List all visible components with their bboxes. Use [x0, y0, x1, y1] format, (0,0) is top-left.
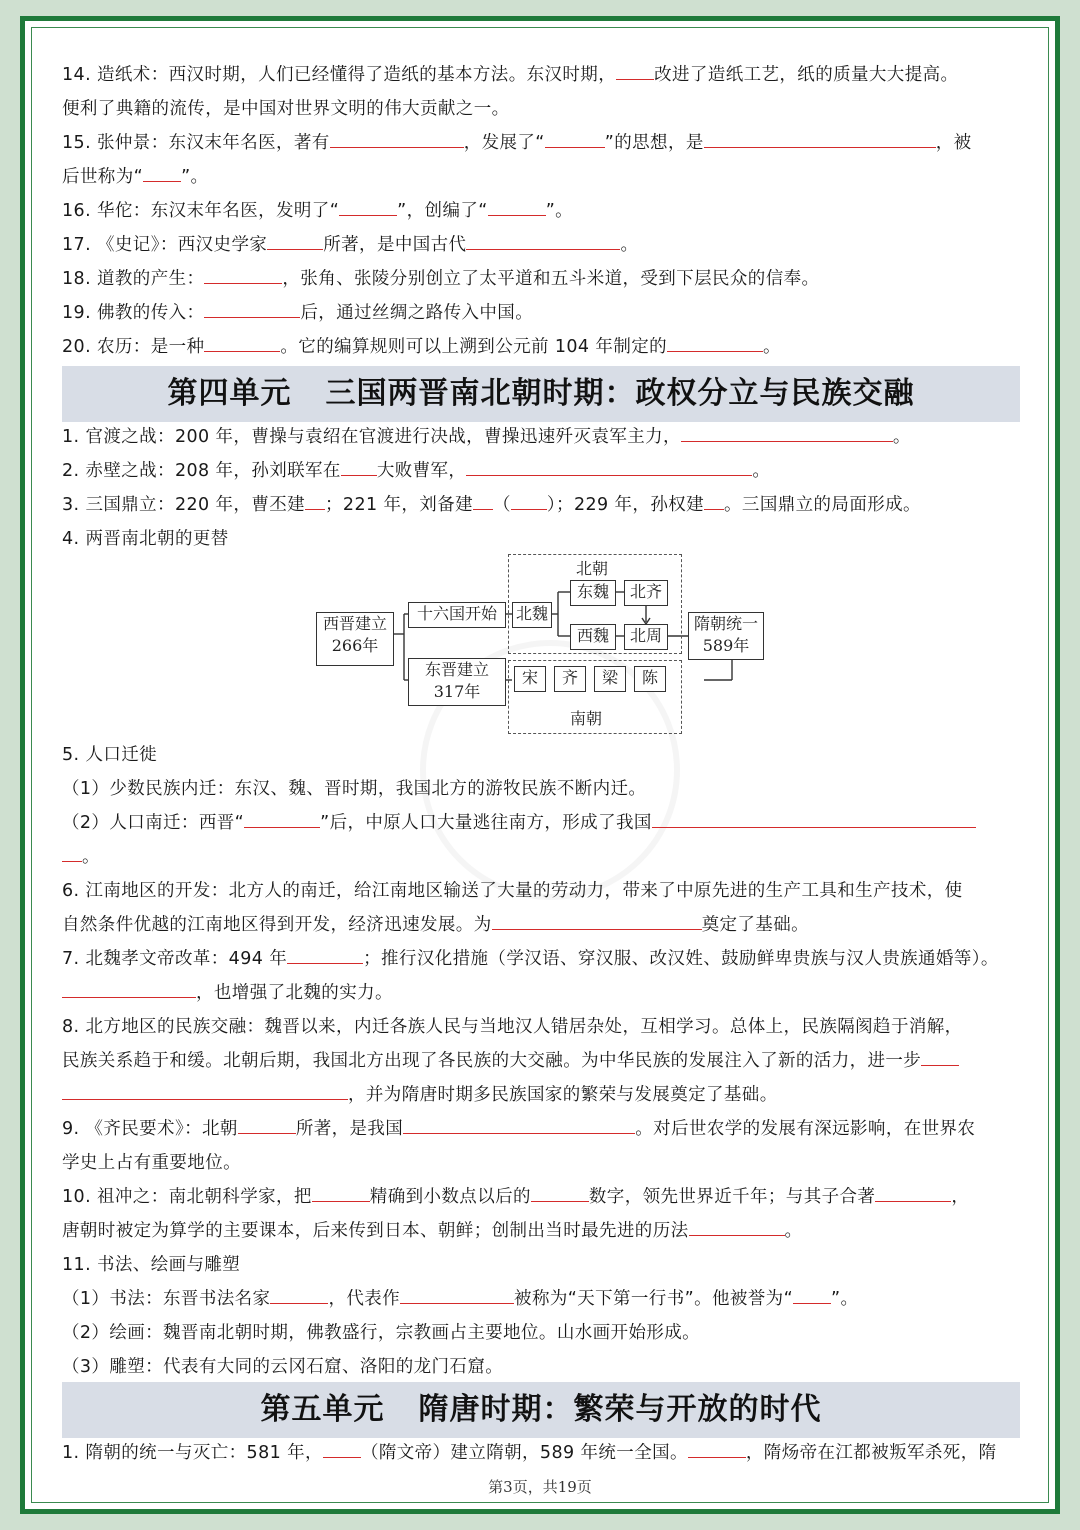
u4-item-11-2	[62, 1320, 1020, 1346]
text: 1. 官渡之战：200 年，曹操与袁绍在官渡进行决战，曹操迅速歼灭袁军主力，	[62, 427, 681, 447]
text: ，并为隋唐时期多民族国家的繁荣与发展奠定了基础。	[348, 1085, 778, 1105]
text: 大败曹军，	[376, 461, 467, 481]
text: ）；229 年，孙权建	[546, 495, 705, 515]
blank	[62, 1082, 348, 1100]
u4-item-10-line-1	[62, 1184, 1020, 1210]
u4-item-9-line-1	[62, 1116, 1020, 1142]
blank	[681, 424, 893, 442]
text: ，隋炀帝在江都被叛军杀死，隋	[745, 1443, 997, 1463]
text: 学史上占有重要地位。	[62, 1153, 241, 1173]
u4-item-8-line-3	[62, 1082, 1020, 1108]
box-northern-qi: 北齐	[624, 580, 668, 606]
text: 所著，是中国古代	[323, 235, 467, 255]
text: 16. 华佗：东汉末年名医，发明了“	[62, 201, 340, 221]
text: 精确到小数点以后的	[369, 1187, 531, 1207]
blank	[689, 1218, 785, 1236]
blank	[330, 130, 464, 148]
blank	[921, 1048, 959, 1066]
north-dynasties-label: 北朝	[576, 559, 609, 578]
text: ”。	[181, 167, 209, 187]
blank	[204, 266, 282, 284]
blank	[473, 492, 493, 510]
blank	[400, 1286, 514, 1304]
text: 西晋建立	[322, 614, 387, 633]
u4-item-11	[62, 1252, 1020, 1278]
u4-item-11-1	[62, 1286, 1020, 1312]
u4-item-4	[62, 526, 1020, 552]
dynasty-succession-diagram	[312, 554, 782, 744]
text: 改进了造纸工艺，纸的质量大大提高。	[654, 65, 959, 85]
blank	[287, 946, 363, 964]
text: ”的思想，是	[604, 133, 704, 153]
text: ，也增强了北魏的实力。	[196, 983, 393, 1003]
text: 。	[82, 847, 100, 867]
text: 数字，领先世界近千年；与其子合著	[588, 1187, 876, 1207]
text: 3. 三国鼎立：220 年，曹丕建	[62, 495, 306, 515]
text: 隋朝统一	[693, 614, 758, 633]
text: 。	[763, 337, 781, 357]
u4-item-8-line-1	[62, 1014, 1020, 1040]
u4-item-3	[62, 492, 1020, 518]
item-20	[62, 334, 1020, 360]
box-northern-wei: 北魏	[512, 602, 552, 628]
blank	[339, 198, 397, 216]
blank	[704, 492, 724, 510]
text: 。对后世农学的发展有深远影响，在世界农	[635, 1119, 976, 1139]
text: 14. 造纸术：西汉时期，人们已经懂得了造纸的基本方法。东汉时期，	[62, 65, 617, 85]
u4-item-5	[62, 742, 1020, 768]
text: 。	[620, 235, 639, 255]
u4-item-5-2	[62, 810, 1020, 836]
box-eastern-jin	[408, 658, 506, 706]
unit-5-banner	[62, 1382, 1020, 1438]
unit-5-number: 第五单元	[260, 1392, 385, 1427]
box-northern-zhou: 北周	[624, 624, 668, 650]
text: 2. 赤壁之战：208 年，孙刘联军在	[62, 461, 341, 481]
blank	[267, 232, 323, 250]
unit-4-title: 三国两晋南北朝时期：政权分立与民族交融	[325, 376, 915, 411]
text: 8. 北方地区的民族交融：魏晋以来，内迁各族人民与当地汉人错居杂处，互相学习。总体上，民族隔阂趋于消解，	[62, 1017, 963, 1037]
text: 6. 江南地区的开发：北方人的南迁，给江南地区输送了大量的劳动力，带来了中原先进的生产工具和生产技术，使	[62, 881, 963, 901]
blank	[545, 130, 605, 148]
u4-item-8-line-2	[62, 1048, 1020, 1074]
blank	[875, 1184, 951, 1202]
text: 15. 张仲景：东汉末年名医，著有	[62, 133, 330, 153]
blank	[511, 492, 547, 510]
blank	[688, 1440, 746, 1458]
text: 后世称为“	[62, 167, 144, 187]
item-17	[62, 232, 1020, 258]
text: 11. 书法、绘画与雕塑	[62, 1255, 241, 1275]
text: ”后，中原人口大量逃往南方，形成了我国	[320, 813, 652, 833]
box-western-wei: 西魏	[570, 624, 616, 650]
u4-item-7-line-1	[62, 946, 1020, 972]
text: 7. 北魏孝文帝改革：494 年	[62, 949, 288, 969]
item-14-line-2	[62, 96, 1020, 122]
text: ，被	[935, 133, 972, 153]
u4-item-9-line-2	[62, 1150, 1020, 1176]
text: 。三国鼎立的局面形成。	[724, 495, 921, 515]
text: 被称为“天下第一行书”。他被誉为“	[514, 1289, 794, 1309]
blank	[488, 198, 546, 216]
text: （2）绘画：魏晋南北朝时期，佛教盛行，宗教画占主要地位。山水画开始形成。	[62, 1323, 701, 1343]
text: 20. 农历：是一种	[62, 337, 205, 357]
blank	[62, 844, 82, 862]
item-16	[62, 198, 1020, 224]
text: 266年	[331, 636, 379, 655]
box-sixteen-kingdoms: 十六国开始	[408, 602, 506, 628]
text: 1. 隋朝的统一与灭亡：581 年，	[62, 1443, 323, 1463]
blank	[270, 1286, 328, 1304]
text: 后，通过丝绸之路传入中国。	[300, 303, 534, 323]
text: ，发展了“	[463, 133, 545, 153]
item-15-line-2	[62, 164, 1020, 190]
blank	[466, 232, 620, 250]
text: ”，创编了“	[397, 201, 488, 221]
blank	[204, 300, 300, 318]
text: 民族关系趋于和缓。北朝后期，我国北方出现了各民族的大交融。为中华民族的发展注入了新的活力，进一步	[62, 1051, 922, 1071]
text: ”。	[545, 201, 574, 221]
unit-4-banner	[62, 366, 1020, 422]
u4-item-5-1	[62, 776, 1020, 802]
text: 10. 祖冲之：南北朝科学家，把	[62, 1187, 312, 1207]
text: ，张角、张陵分别创立了太平道和五斗米道，受到下层民众的信奉。	[282, 269, 820, 289]
text: 19. 佛教的传入：	[62, 303, 205, 323]
text: 。它的编算规则可以上溯到公元前 104 年制定的	[280, 337, 668, 357]
text: ；推行汉化措施（学汉语、穿汉服、改汉姓、鼓励鲜卑贵族与汉人贵族通婚等）。	[363, 949, 999, 969]
u5-item-1	[62, 1440, 1020, 1466]
item-15-line-1	[62, 130, 1020, 156]
blank	[204, 334, 280, 352]
u4-item-5-2-cont	[62, 844, 1020, 870]
south-dynasties-label: 南朝	[570, 709, 603, 728]
u4-item-1	[62, 424, 1020, 450]
u4-item-7-line-2	[62, 980, 1020, 1006]
blank	[305, 492, 325, 510]
text: 。	[784, 1221, 803, 1241]
text: 奠定了基础。	[701, 915, 810, 935]
text: 17. 《史记》：西汉史学家	[62, 235, 268, 255]
blank	[323, 1440, 361, 1458]
text: 东晋建立	[424, 660, 489, 679]
page-footer: 第3页，共19页	[488, 1478, 592, 1496]
box-eastern-wei: 东魏	[570, 580, 616, 606]
blank	[531, 1184, 589, 1202]
blank	[652, 810, 976, 828]
blank	[244, 810, 320, 828]
u4-item-11-3	[62, 1354, 1020, 1380]
box-western-jin	[316, 612, 394, 666]
blank	[238, 1116, 296, 1134]
blank	[704, 130, 936, 148]
item-18	[62, 266, 1020, 292]
u4-item-6-line-1	[62, 878, 1020, 904]
text: 。	[752, 461, 771, 481]
box-liang: 梁	[594, 666, 626, 692]
text: 9. 《齐民要术》：北朝	[62, 1119, 238, 1139]
text: 。	[892, 427, 911, 447]
u4-item-6-line-2	[62, 912, 1020, 938]
box-chen: 陈	[634, 666, 666, 692]
text: 317年	[433, 682, 481, 701]
text: （	[493, 495, 511, 515]
blank	[616, 62, 654, 80]
unit-4-number: 第四单元	[167, 376, 292, 411]
text: 589年	[702, 636, 750, 655]
text: 5. 人口迁徙	[62, 745, 158, 765]
item-14-line-1	[62, 62, 1020, 88]
text: 4. 两晋南北朝的更替	[62, 529, 229, 549]
blank	[312, 1184, 370, 1202]
text: （2）人口南迁：西晋“	[62, 813, 245, 833]
text: ，	[951, 1187, 970, 1207]
blank	[793, 1286, 831, 1304]
u4-item-2	[62, 458, 1020, 484]
blank	[62, 980, 196, 998]
u4-item-10-line-2	[62, 1218, 1020, 1244]
text: ，代表作	[328, 1289, 401, 1309]
text: 自然条件优越的江南地区得到开发，经济迅速发展。为	[62, 915, 492, 935]
box-song: 宋	[514, 666, 546, 692]
blank	[403, 1116, 635, 1134]
blank	[466, 458, 752, 476]
text: ；221 年，刘备建	[325, 495, 473, 515]
text: （1）少数民族内迁：东汉、魏、晋时期，我国北方的游牧民族不断内迁。	[62, 779, 647, 799]
text: （1）书法：东晋书法名家	[62, 1289, 271, 1309]
text: ”。	[831, 1289, 859, 1309]
blank	[667, 334, 763, 352]
text: 便利了典籍的流传，是中国对世界文明的伟大贡献之一。	[62, 99, 510, 119]
text: 18. 道教的产生：	[62, 269, 205, 289]
text: 所著，是我国	[295, 1119, 404, 1139]
box-qi: 齐	[554, 666, 586, 692]
blank	[143, 164, 181, 182]
text: （隋文帝）建立隋朝，589 年统一全国。	[360, 1443, 688, 1463]
blank	[341, 458, 377, 476]
box-sui-unification	[688, 612, 764, 660]
text: （3）雕塑：代表有大同的云冈石窟、洛阳的龙门石窟。	[62, 1357, 504, 1377]
blank	[492, 912, 702, 930]
text: 唐朝时被定为算学的主要课本，后来传到日本、朝鲜；创制出当时最先进的历法	[62, 1221, 689, 1241]
unit-5-title: 隋唐时期：繁荣与开放的时代	[418, 1392, 822, 1427]
item-19	[62, 300, 1020, 326]
